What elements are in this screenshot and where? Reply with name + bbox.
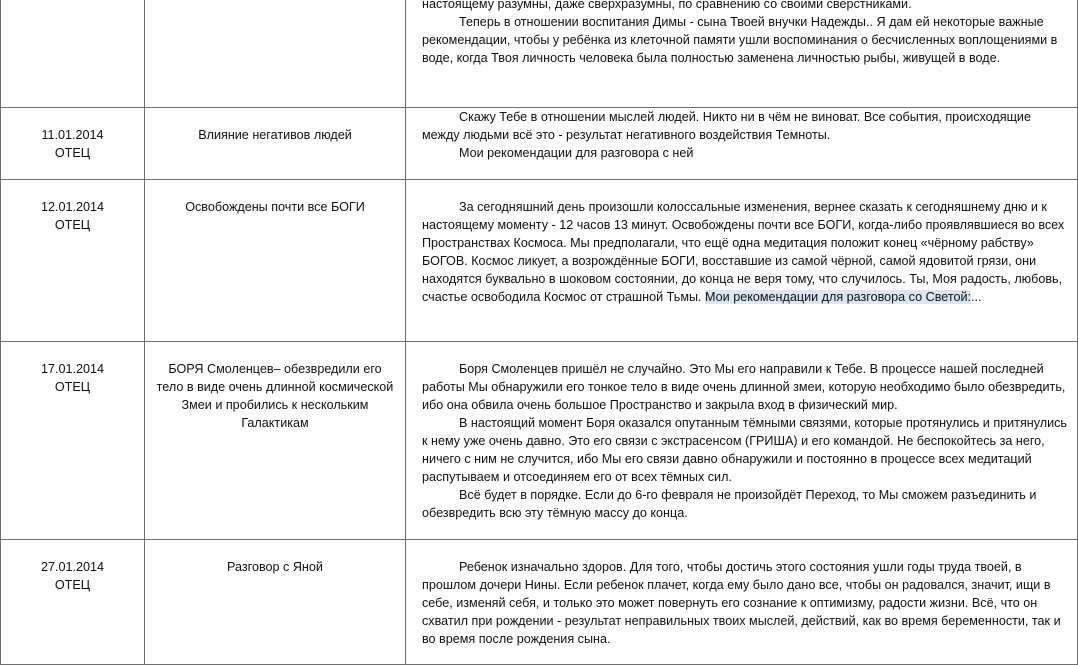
date-cell bbox=[1, 342, 145, 540]
entry-date: 12.01.2014 bbox=[40, 200, 105, 214]
message-text: За сегодняшний день произошли колоссальные изменения, вернее сказать к сегодняшнему дню и к настоящему моменту - 12 часов 13 минут. Освобождены почти все БОГИ, когда-либо проявлявшиеся во всех Пространствах Космоса. Мы предполагали, что ещё одна медитация положит конец «чёрному рабству» БОГОВ. Космос ликует, а возрождённые БОГИ, восставшие из самой чёрной, самой ядовитой грязи, они находятся буквально в шоковом состоянии, до конца не веря тому, что случилось. Ты, Моя радость, любовь, счастье освободила Космос от страшной Тьмы. bbox=[422, 200, 1065, 304]
entry-author: ОТЕЦ bbox=[54, 380, 91, 394]
message-paragraph: Мои рекомендации для разговора с ней bbox=[459, 146, 694, 160]
table-row bbox=[1, 342, 1078, 540]
ellipsis-text: ... bbox=[971, 290, 982, 304]
entry-topic: Разговор с Яной bbox=[227, 560, 323, 574]
message-cell bbox=[406, 180, 1078, 342]
table-row bbox=[1, 0, 1078, 108]
message-paragraph: Всё будет в порядке. Если до 6-го февраля не произойдёт Переход, то Мы сможем разъединить и обезвредить всю эту тёмную массу до конца. bbox=[422, 488, 1037, 520]
message-paragraph: Скажу Тебе в отношении мыслей людей. Никто ни в чём не виноват. Все события, происходящие между людьми всё это - результат негативного воздействия Темноты. bbox=[422, 110, 1031, 142]
table-row bbox=[1, 540, 1078, 665]
message-paragraph: В настоящий момент Боря оказался опутанным тёмными связями, которые протянулись и притянулись к нему уже очень давно. Это его связи с экстрасенсом (ГРИША) и его командой. Не беспокойтесь за него, ничего с ним не случится, ибо Мы его связи давно обнаружили и постоянно в процессе всех медитаций распутываем и отсоединяем его от всех тёмных сил. bbox=[422, 416, 1067, 484]
entry-date: 27.01.2014 bbox=[40, 560, 105, 574]
table-row bbox=[1, 180, 1078, 342]
highlighted-text: Мои рекомендации для разговора со Светой: bbox=[705, 290, 972, 304]
date-cell bbox=[1, 108, 145, 180]
entry-author: ОТЕЦ bbox=[54, 578, 91, 592]
table-row bbox=[1, 108, 1078, 180]
entry-topic: Освобождены почти все БОГИ bbox=[185, 200, 365, 214]
topic-cell bbox=[145, 108, 406, 180]
topic-cell bbox=[145, 342, 406, 540]
message-cell bbox=[406, 0, 1078, 108]
topic-cell bbox=[145, 0, 406, 108]
entry-date: 11.01.2014 bbox=[41, 128, 104, 142]
entry-topic: Влияние негативов людей bbox=[198, 128, 352, 142]
entry-author: ОТЕЦ bbox=[54, 146, 91, 160]
message-paragraph: Ребенок изначально здоров. Для того, чтобы достичь этого состояния ушли годы труда твоей, в прошлом дочери Нины. Если ребенок плачет, когда ему было дано все, чтобы он радовался, значит, ищи в себе, изменяй себя, и только это может повернуть его сознание к оптимизму, радости жизни. Всё, что он схватил при рождении - результат неправильных твоих мыслей, действий, как во время беременности, так и во время после рождения сына. bbox=[422, 560, 1061, 646]
date-cell bbox=[1, 540, 145, 665]
date-cell bbox=[1, 180, 145, 342]
message-cell bbox=[406, 108, 1078, 180]
message-paragraph: Боря Смоленцев пришёл не случайно. Это Мы его направили к Тебе. В процессе нашей последней работы Мы обнаружили его тонкое тело в виде очень длинной змеи, которую необходимо было обезвредить, ибо она обвила очень большое Пространство и закрыла вход в физический мир. bbox=[422, 362, 1066, 412]
date-cell bbox=[1, 0, 145, 108]
topic-cell bbox=[145, 540, 406, 665]
message-paragraph bbox=[422, 198, 1071, 306]
message-cell bbox=[406, 342, 1078, 540]
entry-author: ОТЕЦ bbox=[54, 218, 91, 232]
message-cell bbox=[406, 540, 1078, 665]
entry-date: 17.01.2014 bbox=[40, 362, 105, 376]
message-paragraph: Теперь в отношении воспитания Димы - сына Твоей внучки Надежды.. Я дам ей некоторые важные рекомендации, чтобы у ребёнка из клеточной памяти ушли воспоминания о бесчисленных воплощениями в воде, когда Твоя личность человека была полностью заменена личностью рыбы, живущей в воде. bbox=[422, 15, 1058, 65]
message-paragraph: настоящему разумны, даже сверхразумны, по сравнению со своими сверстниками. bbox=[422, 0, 912, 11]
entry-topic: БОРЯ Смоленцев– обезвредили его тело в виде очень длинной космической Змеи и пробились к нескольким Галактикам bbox=[156, 362, 394, 430]
topic-cell bbox=[145, 180, 406, 342]
